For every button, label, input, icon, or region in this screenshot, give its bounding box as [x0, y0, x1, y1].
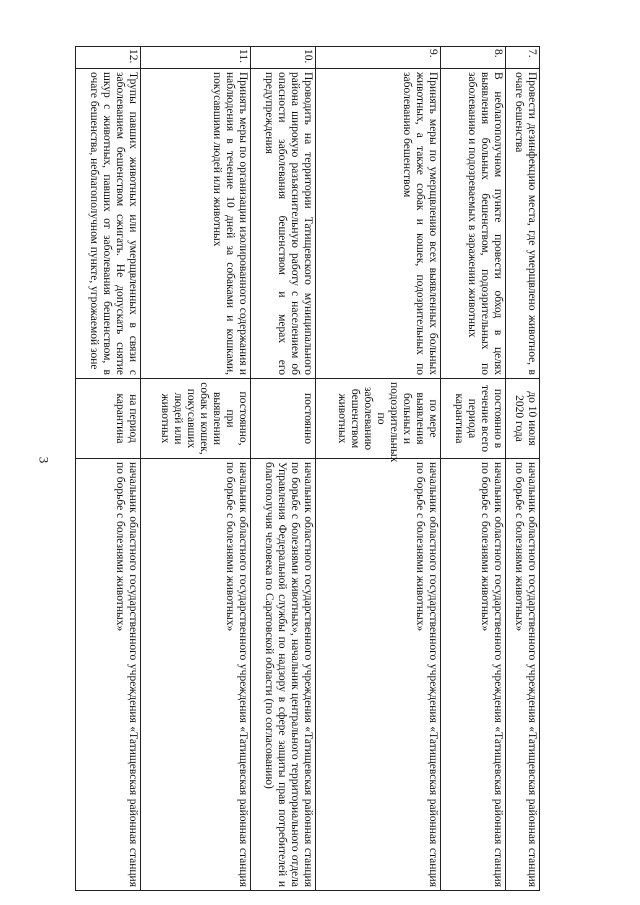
row-term: по мере выявления больных и подозрительных по заболеванию бешенством животных	[315, 379, 441, 459]
measures-table	[75, 46, 540, 891]
row-number: 8.	[441, 47, 506, 69]
page-number: 3	[36, 456, 52, 464]
row-term: на период карантина	[76, 379, 141, 459]
row-action: Принять меры по организации изолированного содержания и наблюдения в течение 10 дней за собаками и кошками, покусавшими людей или животных	[140, 69, 250, 379]
row-number: 11.	[140, 47, 250, 69]
table-row	[441, 47, 506, 891]
row-action: В неблагополучном пункте провести обход в целях выявления больных бешенством, подозрительных по заболеванию и подозреваемых в заражении животных	[441, 69, 506, 379]
row-action: Принять меры по умерщвлению всех выявленных больных животных, а также собак и кошек, подозрительных по заболеванию бешенством	[315, 69, 441, 379]
row-action: Проводить на территории Татищевского муниципального района широкую разъяснительную работу с населением об опасности заболевания бешенством и мерах его предупреждения	[251, 69, 316, 379]
row-term: постоянно	[251, 379, 316, 459]
row-number: 9.	[315, 47, 441, 69]
row-responsible: начальник областного государственного учреждения «Татищевская районная станция по борьбе с болезнями животных»	[441, 459, 506, 891]
measures-table-sheet	[75, 46, 540, 891]
table-row	[315, 47, 441, 891]
row-responsible: начальник областного государственного учреждения «Татищевская районная станция по борьбе с болезнями животных»	[505, 459, 539, 891]
table-row	[251, 47, 316, 891]
row-responsible: начальник областного государственного учреждения «Татищевская районная станция по борьбе с болезнями животных»	[76, 459, 141, 891]
row-responsible: начальник областного государственного учреждения «Татищевская районная станция по борьбе с болезнями животных»	[315, 459, 441, 891]
row-number: 7.	[505, 47, 539, 69]
row-term: постоянно, при выявлении собак и кошек, покусавших людей или животных	[140, 379, 250, 459]
row-responsible: начальник областного государственного учреждения «Татищевская районная станция по борьбе с болезнями животных», начальник центрального территориального отдела Управления Федеральной службы по надзору в сфере защиты прав потребителей и благополучия человека по Саратовской области (по согласованию)	[251, 459, 316, 891]
table-row	[76, 47, 141, 891]
row-number: 10.	[251, 47, 316, 69]
row-action: Провести дезинфекцию места, где умерщвлено животное, в очаге бешенства	[505, 69, 539, 379]
table-row	[505, 47, 539, 891]
row-action: Трупы павших животных или умерщвленных в связи с заболеванием бешенством сжигать. Не допускать снятие шкур с животных, павших от заболевания бешенством, в очаге бешенства, неблагополучном пункте, угрожаемой зоне	[76, 69, 141, 379]
row-number: 12.	[76, 47, 141, 69]
row-term: постоянно в течение всего периода карантина	[441, 379, 506, 459]
table-row	[140, 47, 250, 891]
row-responsible: начальник областного государственного учреждения «Татищевская районная станция по борьбе с болезнями животных»	[140, 459, 250, 891]
row-term: до 10 июля 2020 года	[505, 379, 539, 459]
